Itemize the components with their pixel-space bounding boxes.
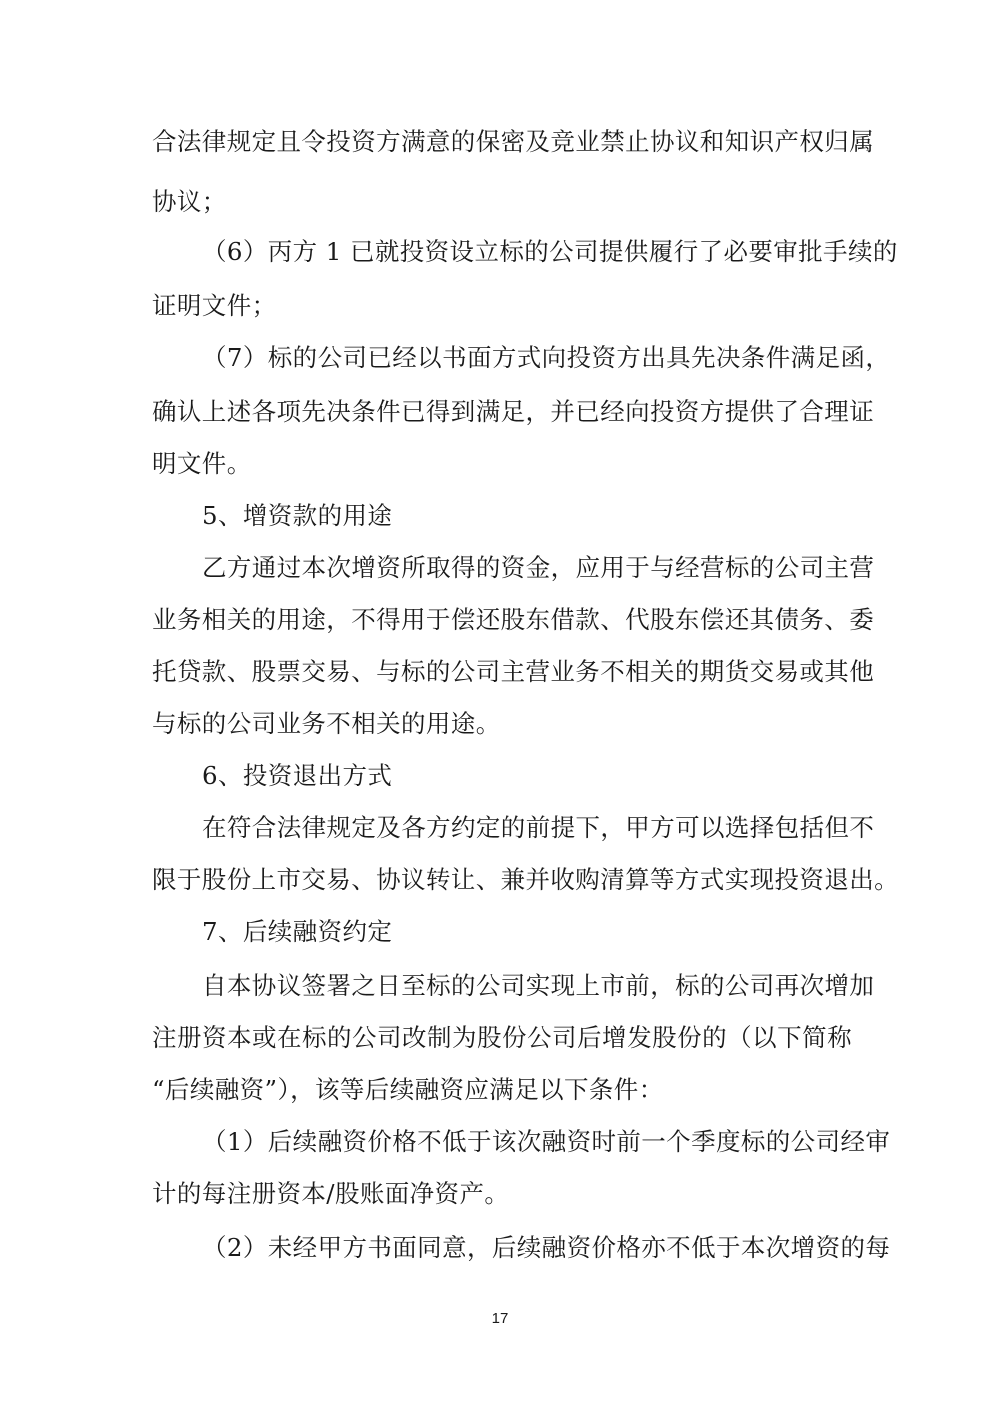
text-line: 注册资本或在标的公司改制为股份公司后增发股份的（以下简称 [152,1023,852,1052]
section-heading: 6、投资退出方式 [202,761,393,790]
text-line: 协议； [152,187,227,216]
text-line: 证明文件； [152,291,277,320]
text-line: 限于股份上市交易、协议转让、兼并收购清算等方式实现投资退出。 [152,865,899,894]
section-heading: 5、增资款的用途 [202,501,393,530]
page-number: 17 [491,1310,509,1327]
text-line: “后续融资”），该等后续融资应满足以下条件： [152,1075,664,1104]
text-line: 托贷款、股票交易、与标的公司主营业务不相关的期货交易或其他 [152,657,875,686]
text-line: （7）标的公司已经以书面方式向投资方出具先决条件满足函， [202,343,891,372]
text-line: 合法律规定且令投资方满意的保密及竞业禁止协议和知识产权归属 [152,127,875,156]
text-line: 明文件。 [152,449,252,478]
text-line: （2）未经甲方书面同意，后续融资价格亦不低于本次增资的每 [202,1233,891,1262]
text-line: 计的每注册资本/股账面净资产。 [152,1179,510,1208]
text-line: 业务相关的用途，不得用于偿还股东借款、代股东偿还其债务、委 [152,605,875,634]
text-line: 自本协议签署之日至标的公司实现上市前，标的公司再次增加 [202,971,875,1000]
text-line: 确认上述各项先决条件已得到满足，并已经向投资方提供了合理证 [152,397,875,426]
text-line: 在符合法律规定及各方约定的前提下，甲方可以选择包括但不 [202,813,875,842]
text-line: （1）后续融资价格不低于该次融资时前一个季度标的公司经审 [202,1127,891,1156]
text-line: （6）丙方 1 已就投资设立标的公司提供履行了必要审批手续的 [202,237,898,266]
text-line: 乙方通过本次增资所取得的资金，应用于与经营标的公司主营 [202,553,875,582]
text-line: 与标的公司业务不相关的用途。 [152,709,501,738]
section-heading: 7、后续融资约定 [202,917,393,946]
